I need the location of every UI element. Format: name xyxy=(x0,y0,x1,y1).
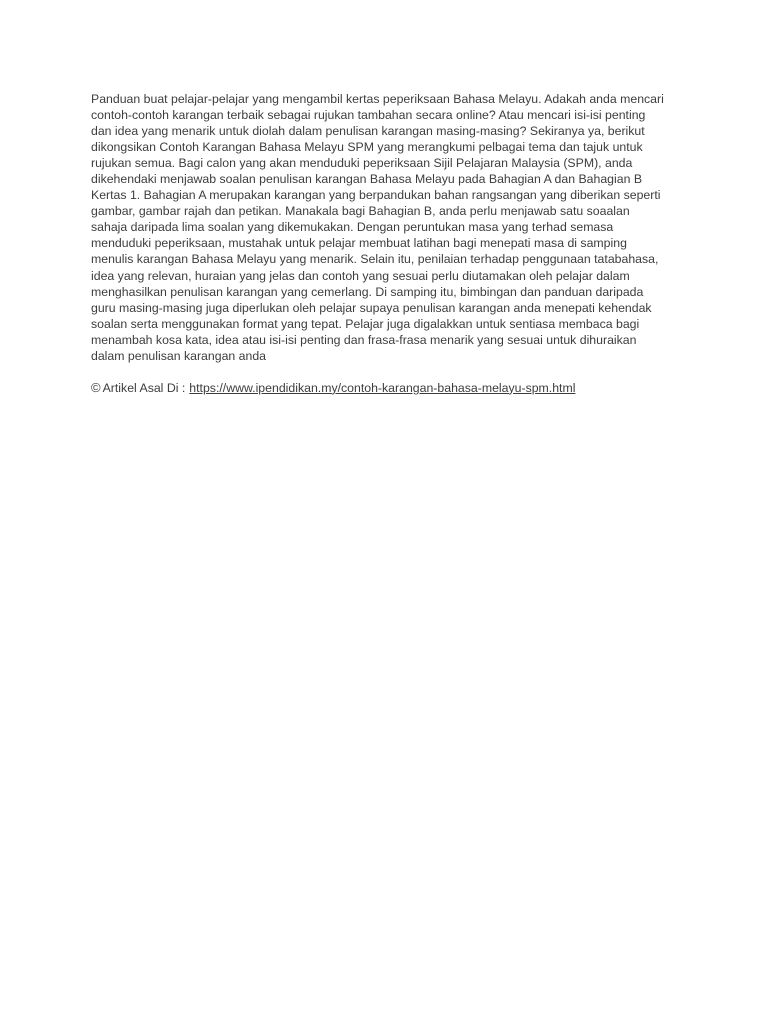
paragraph-line: soalan serta menggunakan format yang tepat. Pelajar juga digalakkan untuk sentiasa membaca bagi xyxy=(91,316,640,331)
document-content xyxy=(91,91,681,396)
paragraph-line: sahaja daripada lima soalan yang dikemukakan. Dengan peruntukan masa yang terhad semasa xyxy=(91,220,614,235)
paragraph-line: dalam penulisan karangan anda xyxy=(91,348,267,363)
paragraph-line: Kertas 1. Bahagian A merupakan karangan yang berpandukan bahan rangsangan yang diberikan seperti xyxy=(91,188,661,203)
paragraph-line: menghasilkan penulisan karangan yang cemerlang. Di samping itu, bimbingan dan panduan daripada xyxy=(91,284,644,299)
article-paragraph xyxy=(91,91,681,364)
paragraph-line: idea yang relevan, huraian yang jelas dan contoh yang sesuai perlu diutamakan oleh pelajar dalam xyxy=(91,268,630,283)
copyright-icon: © xyxy=(91,379,101,395)
source-label: Artikel Asal Di : xyxy=(102,380,186,395)
paragraph-line: menambah kosa kata, idea atau isi-isi penting dan frasa-frasa menarik yang sesuai untuk dihuraikan xyxy=(91,332,637,347)
paragraph-line: Panduan buat pelajar-pelajar yang mengambil kertas peperiksaan Bahasa Melayu. Adakah anda mencari xyxy=(91,92,664,106)
paragraph-line: gambar, gambar rajah dan petikan. Manakala bagi Bahagian B, anda perlu menjawab satu soaalan xyxy=(91,204,630,219)
paragraph-line: menulis karangan Bahasa Melayu yang menarik. Selain itu, penilaian terhadap penggunaan tatabahasa, xyxy=(91,252,659,267)
source-attribution xyxy=(91,380,681,396)
paragraph-line: rujukan semua. Bagi calon yang akan menduduki peperiksaan Sijil Pelajaran Malaysia (SPM), anda xyxy=(91,156,633,171)
paragraph-line: guru masing-masing juga diperlukan oleh pelajar supaya penulisan karangan anda menepati kehendak xyxy=(91,300,652,315)
paragraph-line: contoh-contoh karangan terbaik sebagai rujukan tambahan secara online? Atau mencari isi-isi penting xyxy=(91,108,646,123)
source-link[interactable]: https://www.ipendidikan.my/contoh-karangan-bahasa-melayu-spm.html xyxy=(189,380,576,395)
paragraph-line: dikehendaki menjawab soalan penulisan karangan Bahasa Melayu pada Bahagian A dan Bahagian B xyxy=(91,172,643,187)
paragraph-line: menduduki peperiksaan, mustahak untuk pelajar membuat latihan bagi menepati masa di samping xyxy=(91,236,627,251)
paragraph-line: dikongsikan Contoh Karangan Bahasa Melayu SPM yang merangkumi pelbagai tema dan tajuk untuk xyxy=(91,140,643,155)
paragraph-line: dan idea yang menarik untuk diolah dalam penulisan karangan masing-masing? Sekiranya ya, berikut xyxy=(91,124,645,139)
